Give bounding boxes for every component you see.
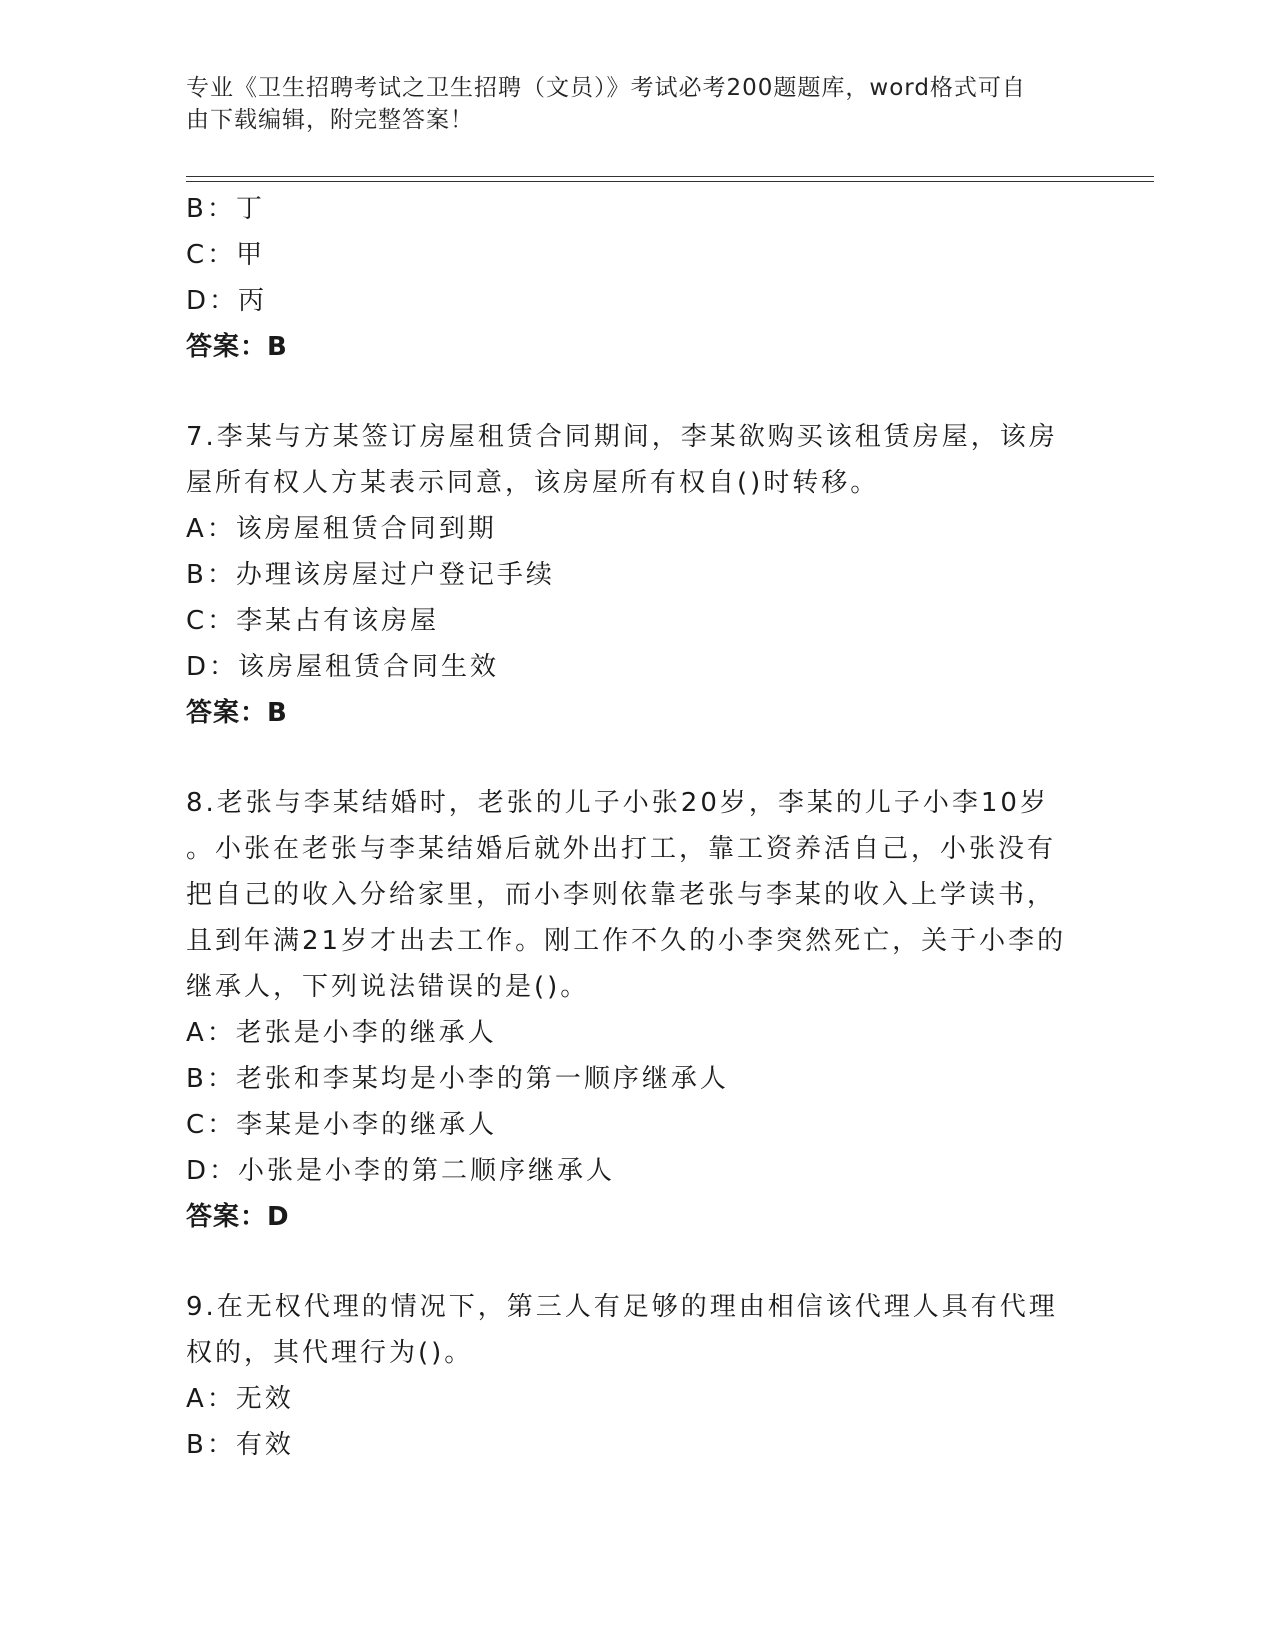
option-a: A：老张是小李的继承人 (186, 1018, 497, 1048)
option-b: B：办理该房屋过户登记手续 (186, 560, 555, 590)
header-line-1: 专业《卫生招聘考试之卫生招聘（文员）》考试必考200题题库，word格式可自 (186, 75, 1026, 101)
answer-line: 答案：B (186, 332, 288, 362)
question-text-line: 7.李某与方某签订房屋租赁合同期间，李某欲购买该租赁房屋，该房 (186, 422, 1058, 452)
document-header (186, 72, 1086, 136)
question-text-line: 把自己的收入分给家里，而小李则依靠老张与李某的收入上学读书， (186, 880, 1057, 910)
question-text-line: 8.老张与李某结婚时，老张的儿子小张20岁，李某的儿子小李10岁 (186, 788, 1049, 818)
option-d: D：丙 (186, 286, 268, 316)
question-8 (186, 780, 1086, 1240)
option-b: B：有效 (186, 1430, 294, 1460)
header-line-2: 由下载编辑，附完整答案！ (186, 107, 474, 133)
answer-line: 答案：D (186, 1202, 290, 1232)
question-9 (186, 1284, 1086, 1468)
header-divider-top (186, 176, 1154, 177)
question-list (186, 186, 1086, 1468)
option-d: D：该房屋租赁合同生效 (186, 652, 500, 682)
option-a: A：无效 (186, 1384, 294, 1414)
option-d: D：小张是小李的第二顺序继承人 (186, 1156, 616, 1186)
question-6-tail (186, 186, 1086, 370)
option-b: B：丁 (186, 194, 265, 224)
option-b: B：老张和李某均是小李的第一顺序继承人 (186, 1064, 729, 1094)
question-text-line: 屋所有权人方某表示同意，该房屋所有权自()时转移。 (186, 468, 880, 498)
option-c: C：李某是小李的继承人 (186, 1110, 498, 1140)
answer-line: 答案：B (186, 698, 288, 728)
option-a: A：该房屋租赁合同到期 (186, 514, 497, 544)
option-c: C：甲 (186, 240, 266, 270)
option-c: C：李某占有该房屋 (186, 606, 440, 636)
question-text-line: 。小张在老张与李某结婚后就外出打工，靠工资养活自己，小张没有 (186, 834, 1057, 864)
question-text-line: 继承人，下列说法错误的是()。 (186, 972, 590, 1002)
question-7 (186, 414, 1086, 736)
header-divider-bottom (186, 181, 1154, 182)
question-text-line: 9.在无权代理的情况下，第三人有足够的理由相信该代理人具有代理 (186, 1292, 1058, 1322)
question-text-line: 权的，其代理行为()。 (186, 1338, 474, 1368)
question-text-line: 且到年满21岁才出去工作。刚工作不久的小李突然死亡，关于小李的 (186, 926, 1067, 956)
